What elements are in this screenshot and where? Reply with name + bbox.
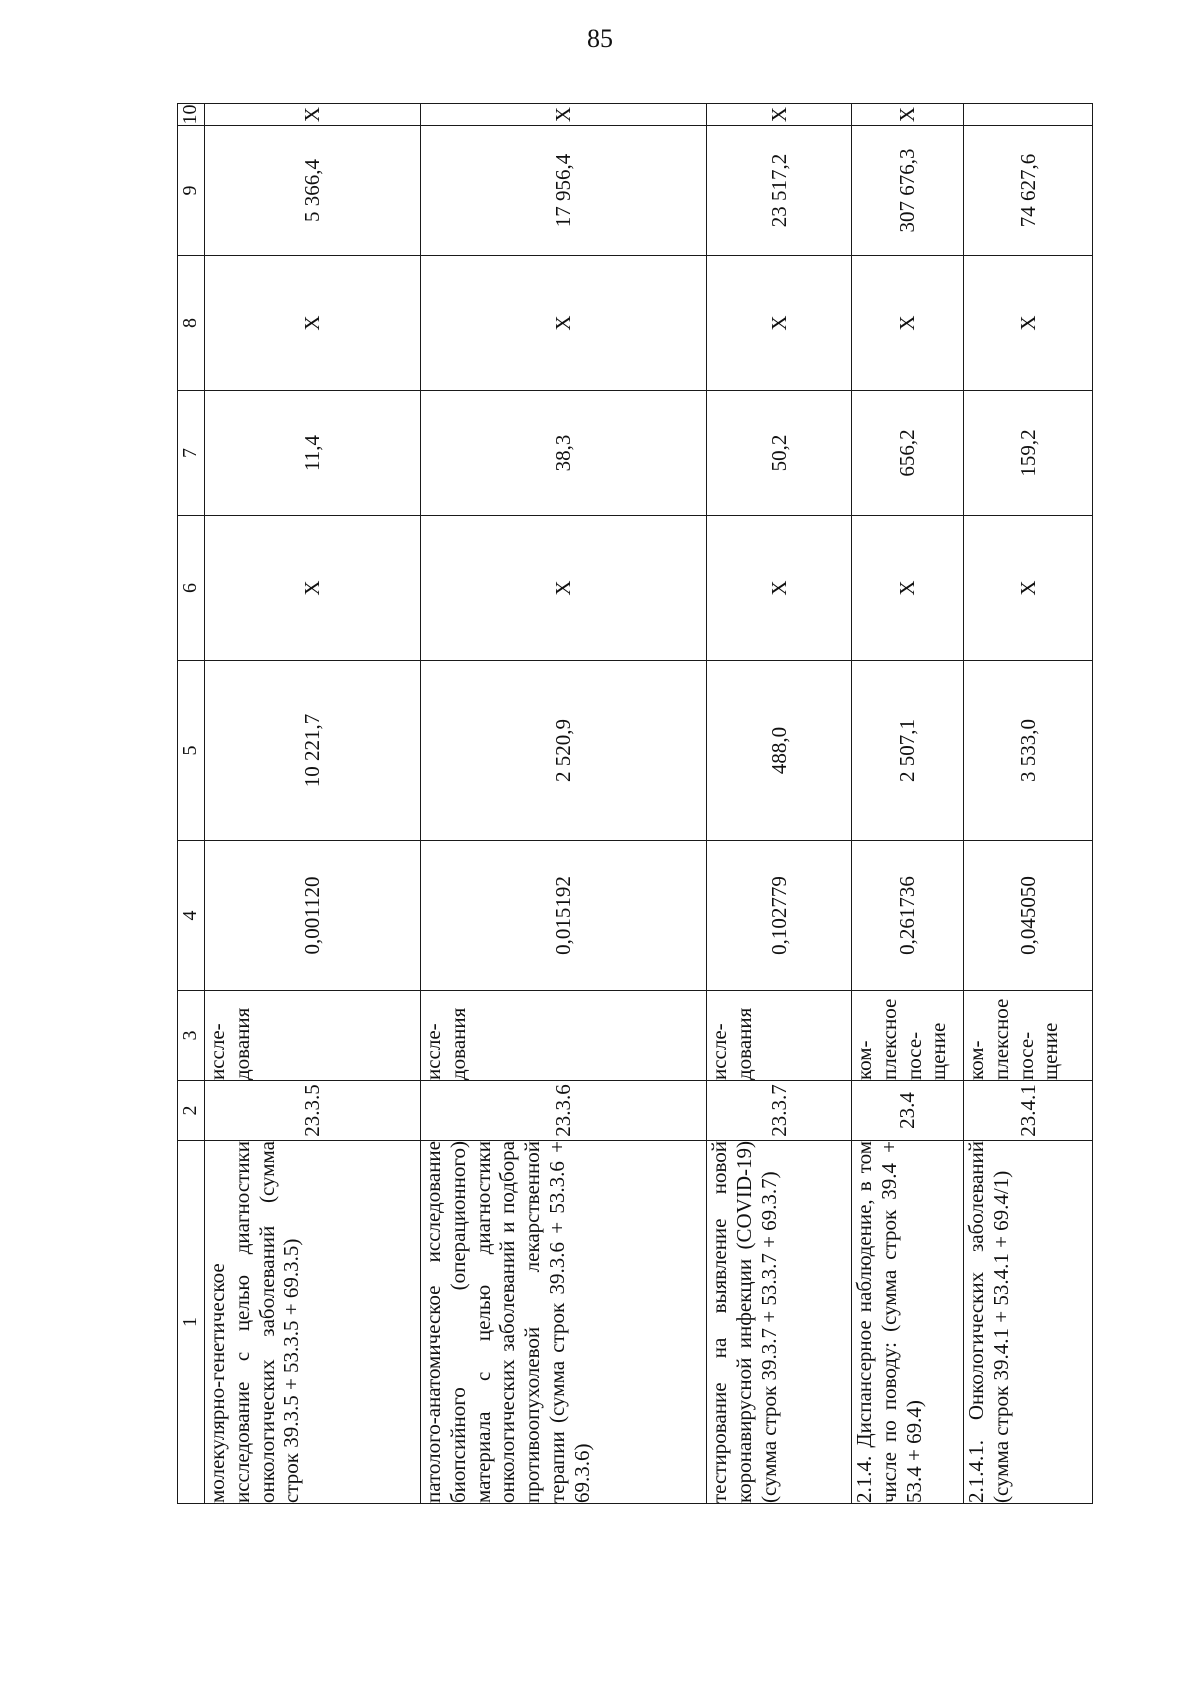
cell-col6: X (852, 516, 964, 661)
cell-col6: X (964, 516, 1093, 661)
column-header: 3 (178, 991, 205, 1081)
data-table (177, 103, 1093, 1504)
cell-col10: X (707, 104, 852, 126)
column-header: 7 (178, 391, 205, 516)
cell-col7: 159,2 (964, 391, 1093, 516)
row-name: 2.1.4.1. Онкологических заболеваний (сумма строк 39.4.1 + 53.4.1 + 69.4/1) (964, 1141, 1093, 1504)
header-row (178, 104, 205, 1504)
cell-col9: 5 366,4 (205, 126, 421, 256)
rotated-table-container (177, 104, 1092, 1504)
cell-col10 (964, 104, 1093, 126)
cell-col5: 3 533,0 (964, 661, 1093, 841)
cell-col8: X (421, 256, 707, 391)
cell-col4: 0,045050 (964, 841, 1093, 991)
row-unit: иссле-дования (421, 991, 707, 1081)
cell-col9: 307 676,3 (852, 126, 964, 256)
column-header: 8 (178, 256, 205, 391)
cell-col4: 0,015192 (421, 841, 707, 991)
column-header: 10 (178, 104, 205, 126)
column-header: 9 (178, 126, 205, 256)
cell-col6: X (205, 516, 421, 661)
cell-col6: X (421, 516, 707, 661)
cell-col7: 38,3 (421, 391, 707, 516)
column-header: 2 (178, 1081, 205, 1141)
cell-col9: 17 956,4 (421, 126, 707, 256)
cell-col10: X (852, 104, 964, 126)
row-unit: ком-плексное посе-щение (964, 991, 1093, 1081)
row-name: 2.1.4. Диспансерное наблюдение, в том числе по поводу: (сумма строк 39.4 + 53.4 + 69.4) (852, 1141, 964, 1504)
row-name: патолого-анатомическое исследование биопсийного (операционного) материала с целью диагностики онкологических заболеваний и подбора противоопухолевой лекарственной терапии (сумма строк 39.3.6 + 53.3.6 + 69.3.6) (421, 1141, 707, 1504)
column-header: 5 (178, 661, 205, 841)
cell-col5: 488,0 (707, 661, 852, 841)
row-unit: иссле-дования (205, 991, 421, 1081)
cell-col7: 50,2 (707, 391, 852, 516)
table-row (421, 104, 707, 1504)
cell-col4: 0,001120 (205, 841, 421, 991)
row-code: 23.4 (852, 1081, 964, 1141)
cell-col8: X (964, 256, 1093, 391)
cell-col5: 2 507,1 (852, 661, 964, 841)
row-name: молекулярно-генетическое исследование с целью диагностики онкологических заболеваний (сумма строк 39.3.5 + 53.3.5 + 69.3.5) (205, 1141, 421, 1504)
row-name: тестирование на выявление новой коронавирусной инфекции (COVID-19) (сумма строк 39.3.7 + 53.3.7 + 69.3.7) (707, 1141, 852, 1504)
table-row (852, 104, 964, 1504)
row-unit: ком-плексное посе-щение (852, 991, 964, 1081)
row-code: 23.3.7 (707, 1081, 852, 1141)
cell-col4: 0,261736 (852, 841, 964, 991)
cell-col4: 0,102779 (707, 841, 852, 991)
cell-col9: 23 517,2 (707, 126, 852, 256)
cell-col10: X (421, 104, 707, 126)
cell-col8: X (852, 256, 964, 391)
row-code: 23.3.5 (205, 1081, 421, 1141)
table-row (707, 104, 852, 1504)
page-number: 85 (587, 24, 613, 53)
row-code: 23.4.1 (964, 1081, 1093, 1141)
column-header: 4 (178, 841, 205, 991)
cell-col7: 656,2 (852, 391, 964, 516)
cell-col5: 2 520,9 (421, 661, 707, 841)
cell-col7: 11,4 (205, 391, 421, 516)
cell-col10: X (205, 104, 421, 126)
cell-col8: X (205, 256, 421, 391)
cell-col6: X (707, 516, 852, 661)
column-header: 6 (178, 516, 205, 661)
row-unit: иссле-дования (707, 991, 852, 1081)
row-code: 23.3.6 (421, 1081, 707, 1141)
table-row (964, 104, 1093, 1504)
cell-col9: 74 627,6 (964, 126, 1093, 256)
cell-col5: 10 221,7 (205, 661, 421, 841)
cell-col8: X (707, 256, 852, 391)
table-row (205, 104, 421, 1504)
column-header: 1 (178, 1141, 205, 1504)
